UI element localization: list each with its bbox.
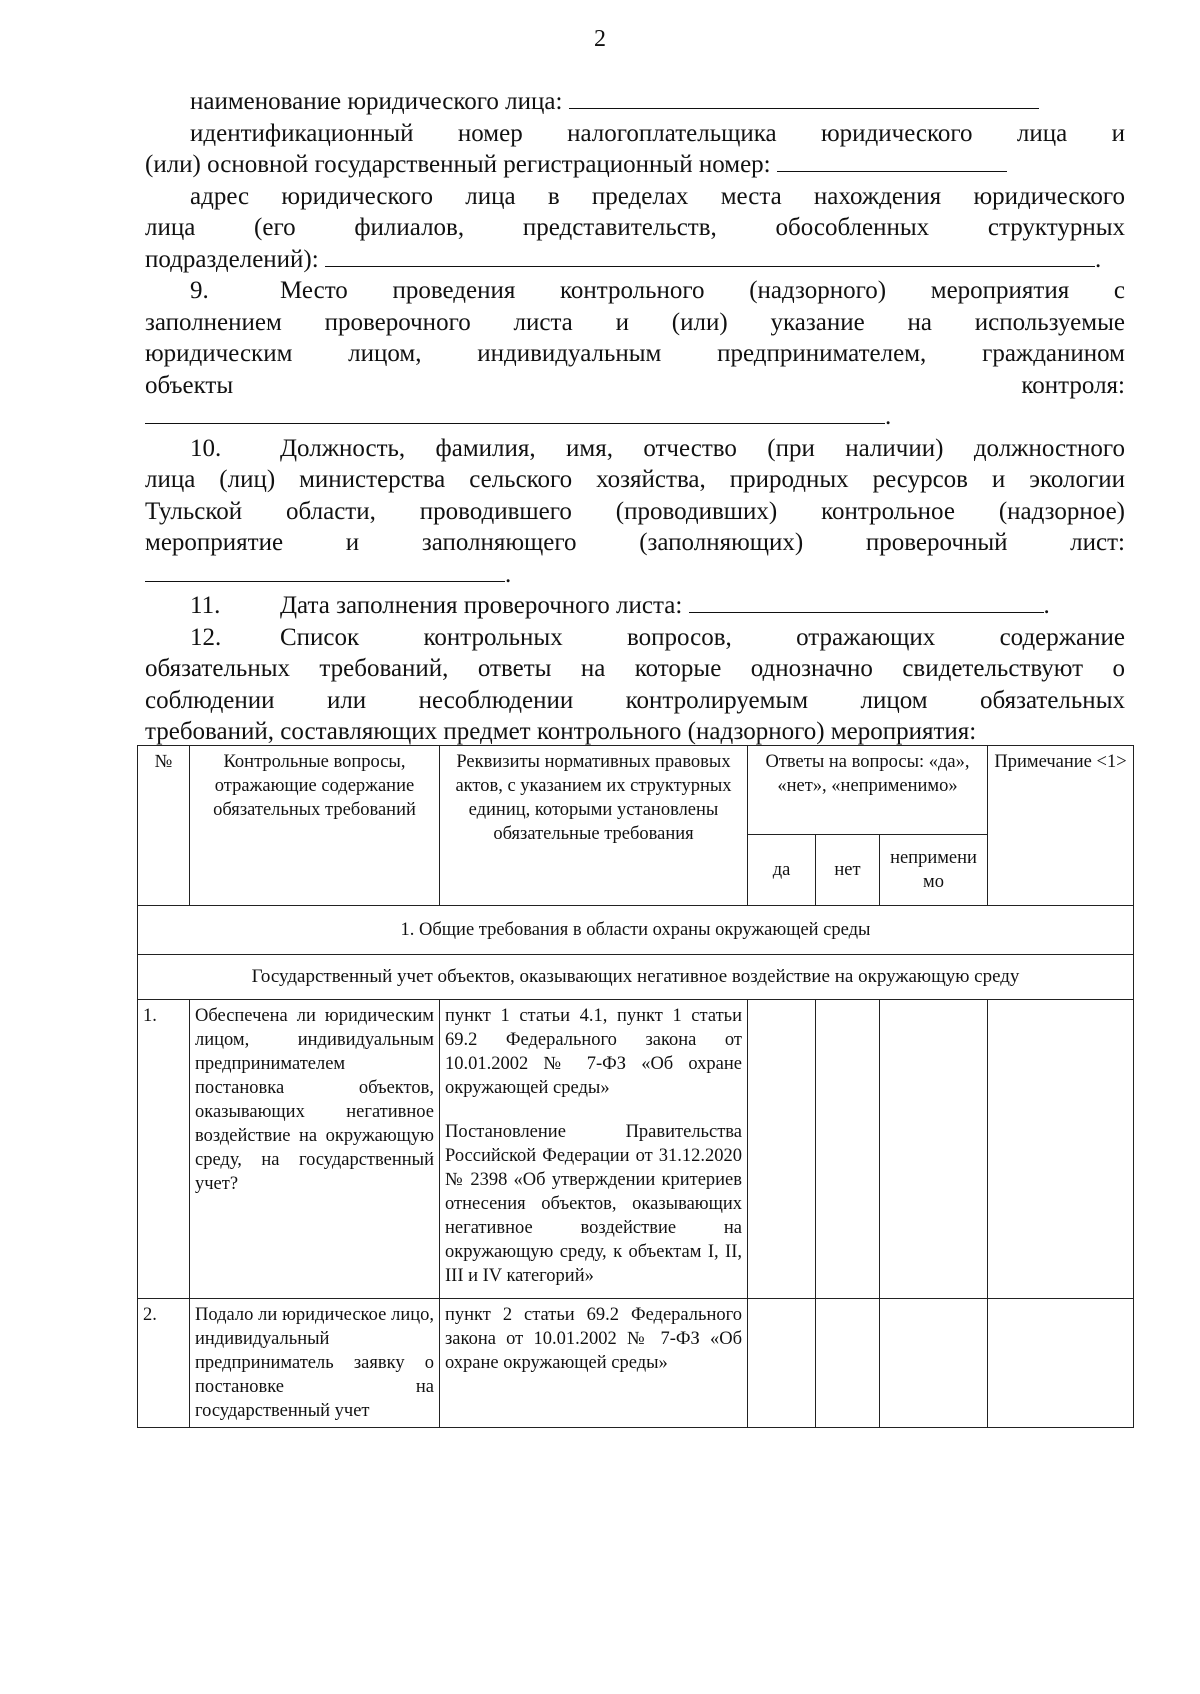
row-requisite-1: пункт 2 статьи 69.2 Федерального закона от 10.01.2002 № 7-ФЗ «Об охране окружающей среды» bbox=[445, 1305, 742, 1373]
legal-name-line bbox=[145, 86, 1125, 118]
answer-na-cell[interactable] bbox=[880, 1000, 988, 1299]
item-9-text-3: юридическим лицом, индивидуальным предпринимателем, гражданином bbox=[145, 340, 1125, 367]
legal-name-field[interactable] bbox=[569, 86, 1039, 109]
item-12-line-1 bbox=[145, 622, 1125, 654]
item-9-line-4 bbox=[145, 370, 1125, 402]
header-note: Примечание <1> bbox=[988, 746, 1134, 906]
row-requisite-2: Постановление Правительства Российской Федерации от 31.12.2020 № 2398 «Об утверждении критериев отнесения объектов, оказывающих негативное воздействие на окружающую среду, к объектам I, II, III и IV категорий» bbox=[445, 1122, 742, 1286]
inn-line bbox=[145, 149, 1125, 181]
address-line: подразделений): . bbox=[145, 245, 1102, 273]
item-10-text-3: Тульской области, проводившего (проводивших) контрольное (надзорное) bbox=[145, 497, 1125, 525]
subsection-row bbox=[138, 955, 1134, 1000]
subsection-title: Государственный учет объектов, оказывающих негативное воздействие на окружающую среду bbox=[138, 955, 1134, 1000]
item-10-field[interactable] bbox=[145, 559, 505, 582]
header-na: неприменимо bbox=[880, 835, 988, 906]
item-10-text-1: Должность, фамилия, имя, отчество (при наличии) должностного bbox=[280, 434, 1125, 462]
item-12-text-3: соблюдении или несоблюдении контролируемым лицом обязательных bbox=[145, 686, 1125, 714]
answer-yes-cell[interactable] bbox=[748, 1000, 816, 1299]
item-9-text-2: заполнением проверочного листа и (или) указание на используемые bbox=[145, 308, 1125, 336]
row-requisites bbox=[440, 1000, 748, 1299]
item-11-number: 11. bbox=[190, 592, 221, 619]
item-10-field-line: . bbox=[145, 559, 1125, 591]
table-row bbox=[138, 1299, 1134, 1428]
section-title: 1. Общие требования в области охраны окружающей среды bbox=[138, 906, 1134, 955]
legal-name-label: наименование юридического лица: bbox=[190, 88, 563, 115]
address-text-1: адрес юридического лица в пределах места нахождения юридического bbox=[190, 182, 1125, 210]
table-row bbox=[138, 1000, 1134, 1299]
inn-field[interactable] bbox=[777, 149, 1007, 172]
row-question: Обеспечена ли юридическим лицом, индивидуальным предпринимателем постановка объектов, оказывающих негативное воздействие на окружающую среду, на государственный учет? bbox=[190, 1000, 440, 1299]
document-body bbox=[145, 86, 1125, 748]
page-number: 2 bbox=[594, 26, 606, 52]
checklist-table bbox=[137, 745, 1134, 1428]
item-11-field[interactable] bbox=[689, 590, 1044, 613]
item-9-field[interactable] bbox=[145, 401, 885, 424]
item-12-text-1: Список контрольных вопросов, отражающих содержание bbox=[280, 623, 1125, 651]
row-requisite-1: пункт 1 статьи 4.1, пункт 1 статьи 69.2 Федерального закона от 10.01.2002 № 7-ФЗ «Об охране окружающей среды» bbox=[445, 1006, 742, 1098]
address-text-2: лица (его филиалов, представительств, обособленных структурных bbox=[145, 214, 1125, 241]
item-9-text-1: Место проведения контрольного (надзорного) мероприятия с bbox=[280, 277, 1125, 304]
item-9-text-4b: контроля: bbox=[1021, 371, 1125, 399]
row-requisites bbox=[440, 1299, 748, 1428]
item-9-text-4a: объекты bbox=[145, 371, 234, 399]
inn-text-2: (или) основной государственный регистрационный номер: bbox=[145, 151, 771, 178]
answer-na-cell[interactable] bbox=[880, 1299, 988, 1428]
item-9-field-line: . bbox=[145, 401, 1125, 433]
item-11-text: Дата заполнения проверочного листа: bbox=[280, 592, 683, 619]
table-header-row bbox=[138, 746, 1134, 835]
note-cell[interactable] bbox=[988, 1000, 1134, 1299]
item-9-number: 9. bbox=[190, 277, 209, 304]
header-answers: Ответы на вопросы: «да», «нет», «неприменимо» bbox=[748, 746, 988, 835]
header-questions: Контрольные вопросы, отражающие содержание обязательных требований bbox=[190, 746, 440, 906]
row-question: Подало ли юридическое лицо, индивидуальный предприниматель заявку о постановке на государственный учет bbox=[190, 1299, 440, 1428]
header-num: № bbox=[138, 746, 190, 906]
address-text-3: подразделений): bbox=[145, 245, 319, 273]
row-number: 1. bbox=[138, 1000, 190, 1299]
item-10-line-1 bbox=[145, 433, 1125, 465]
note-cell[interactable] bbox=[988, 1299, 1134, 1428]
header-yes: да bbox=[748, 835, 816, 906]
item-12-number: 12. bbox=[190, 623, 222, 651]
inn-text-1: идентификационный номер налогоплательщика юридического лица и bbox=[190, 119, 1125, 147]
row-number: 2. bbox=[138, 1299, 190, 1428]
item-10-number: 10. bbox=[190, 434, 222, 462]
item-12-text-4: требований, составляющих предмет контрольного (надзорного) мероприятия: bbox=[145, 718, 977, 745]
item-9-line-1 bbox=[145, 275, 1125, 307]
answer-no-cell[interactable] bbox=[816, 1299, 880, 1428]
item-10-text-4: мероприятие и заполняющего (заполняющих) проверочный лист: bbox=[145, 529, 1125, 556]
answer-yes-cell[interactable] bbox=[748, 1299, 816, 1428]
section-row bbox=[138, 906, 1134, 955]
header-requisites: Реквизиты нормативных правовых актов, с указанием их структурных единиц, которыми установлены обязательные требования bbox=[440, 746, 748, 906]
header-no: нет bbox=[816, 835, 880, 906]
item-10-text-2: лица (лиц) министерства сельского хозяйства, природных ресурсов и экологии bbox=[145, 466, 1125, 493]
item-11-line: 11. Дата заполнения проверочного листа: . bbox=[145, 590, 1125, 622]
item-12-text-2: обязательных требований, ответы на которые однозначно свидетельствуют о bbox=[145, 655, 1125, 682]
address-field[interactable] bbox=[325, 244, 1095, 267]
answer-no-cell[interactable] bbox=[816, 1000, 880, 1299]
